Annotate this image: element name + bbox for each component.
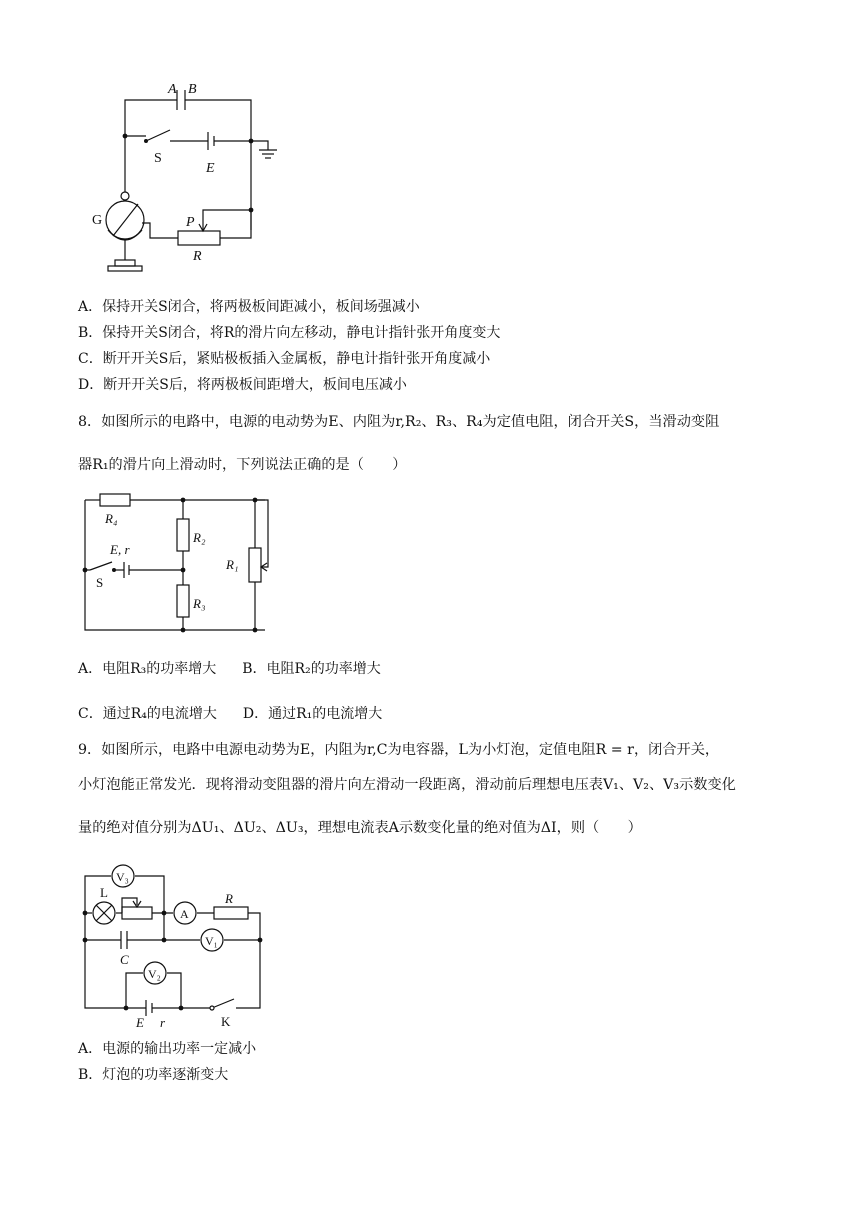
label-a: A xyxy=(168,82,177,97)
label-r2: R₂ xyxy=(193,530,206,545)
q8-stem-line2: 器R₁的滑片向上滑动时，下列说法正确的是（ ） xyxy=(78,457,407,473)
q7-option-b: B．保持开关S闭合，将R的滑片向左移动，静电计指针张开角度变大 xyxy=(78,325,501,341)
label-r: R xyxy=(193,249,202,264)
q8-option-c: C．通过R₄的电流增大 xyxy=(78,706,217,722)
q9-stem-line2: 小灯泡能正常发光．现将滑动变阻器的滑片向左滑动一段距离，滑动前后理想电压表V₁、V₂、V₃示数变化 xyxy=(78,777,736,793)
q9-option-b: B．灯泡的功率逐渐变大 xyxy=(78,1067,229,1083)
q8-options-row2 xyxy=(78,703,382,723)
q7-option-c: C．断开开关S后，紧贴极板插入金属板，静电计指针张开角度减小 xyxy=(78,351,491,367)
label-e-r: E, r xyxy=(110,542,130,557)
q7-option-a: A．保持开关S闭合，将两极板间距减小，板间场强减小 xyxy=(78,299,420,315)
label-p: P xyxy=(186,215,195,230)
label-r-internal: r xyxy=(160,1015,166,1030)
q9-stem-line1: 9．如图所示，电路中电源电动势为E，内阻为r,C为电容器，L为小灯泡，定值电阻R = r，闭合开关， xyxy=(78,742,720,758)
label-e: E xyxy=(206,161,215,176)
label-v1: V₁ xyxy=(205,934,218,948)
q8-option-d: D．通过R₁的电流增大 xyxy=(242,706,383,722)
label-k: K xyxy=(221,1014,231,1029)
label-g: G xyxy=(92,213,103,228)
label-a: A xyxy=(180,907,189,921)
q8-option-b: B．电阻R₂的功率增大 xyxy=(242,661,381,677)
q7-option-d: D．断开开关S后，将两极板间距增大，板间电压减小 xyxy=(78,377,407,393)
label-v3: V₃ xyxy=(116,870,129,884)
q8-options-row1 xyxy=(78,658,381,678)
q8-option-a: A．电阻R₃的功率增大 xyxy=(78,661,217,677)
q8-stem-line1: 8．如图所示的电路中，电源的电动势为E、内阻为r,R₂、R₃、R₄为定值电阻，闭合开关S，当滑动变阻 xyxy=(78,414,720,430)
label-l: L xyxy=(100,885,108,900)
label-c: C xyxy=(120,952,129,967)
label-s: S xyxy=(154,151,162,166)
label-e: E xyxy=(136,1015,144,1030)
label-r: R xyxy=(225,891,233,906)
label-r3: R₃ xyxy=(193,596,206,611)
label-b: B xyxy=(188,82,197,97)
label-v2: V₂ xyxy=(148,967,161,981)
q8-circuit-figure xyxy=(78,490,280,640)
q7-circuit-figure xyxy=(78,78,288,274)
label-r4: R₄ xyxy=(105,511,118,526)
label-s: S xyxy=(96,575,104,590)
q9-option-a: A．电源的输出功率一定减小 xyxy=(78,1041,257,1057)
q9-stem-line3: 量的绝对值分别为ΔU₁、ΔU₂、ΔU₃，理想电流表A示数变化量的绝对值为ΔI，则（ ） xyxy=(78,820,642,836)
q9-circuit-figure xyxy=(78,860,278,1030)
label-r1: R₁ xyxy=(226,557,239,572)
